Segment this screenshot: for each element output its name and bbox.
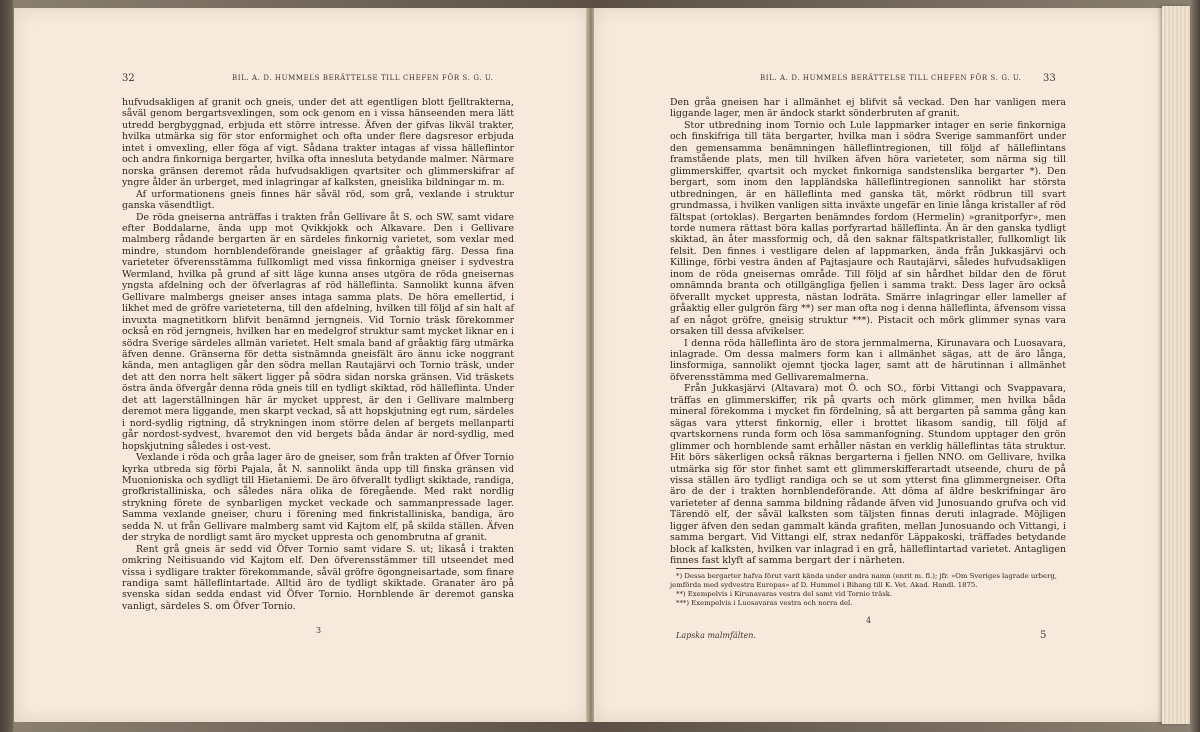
paragraph: Rent grå gneis är sedd vid Öfver Tornio samt vidare S. ut; likaså i trakten omkring Neitisuando vid Kajtom elf. Den öfverensstämmer till utseendet med vissa i sydligare trakter förekommande, såväl gröfre ögongneisartade, som finare randiga samt hälleflintartade. Alltid äro de tydligt skiktade. Granater äro på svenska sidan sedda endast vid Öfver Tornio. Hornblende är deremot ganska vanligt, särdeles S. om Öfver Tornio. (122, 543, 514, 612)
paragraph: Stor utbredning inom Tornio och Lule lappmarker intager en serie finkorniga och finskifriga till täta bergarter, hvilka man i södra Sverige sammanfört under den gemensamma benämningen hälleflintregionen, till följd af hälleflintans framstående plats, men till hvilken äfven höra varieteter, som närma sig till glimmerskiffer, qvartsit och mycket finkorniga sandstenslika bergarter *). Den bergart, som inom den lappländska hälleflintregionen sannolikt har största utbredningen, är en hälleflinta med ganska tät, mörkt rödbrun till svart grundmassa, i hvilken vanligen sitta inväxte ungefär en linie långa kristaller af röd fältspat (ortoklas). Bergarten benämndes fordom (Hermelin) »granitporfyr», men torde numera rättast böra kallas porfyrartad hälleflinta. Än är den ganska tydligt skiktad, än åter massformig och, då den saknar fältspatkristaller, fullkomligt lik felsit. Den finnes i vestligare delen af lappmarken, ända från Jukkasjärvi och Killinge, förbi vestra änden af Pajtasjaure och Rautajärvi, således hufvudsakligen inom de röda gneisernas område. Till följd af sin hårdhet bildar den de förut omnämnda branta och otillgängliga fjellen i samma trakt. Dess lager äro också öfverallt mycket uppresta, nästan lodräta. Smärre inlagringar eller lameller af gråaktig eller gulgrön färg **) ser man ofta nog i denna hälleflinta, äfvensom vissa af en något gröfre, gneisig struktur ***). Pistacit och mörk glimmer synas vara orsaken till dessa afvikelser. (670, 119, 1066, 338)
paragraph: Af urformationens gneis finnes här såväl röd, som grå, vexlande i struktur ganska väsendtligt. (122, 188, 514, 212)
footnote: *) Dessa bergarter hafva förut varit kända under andra namn (enrit m. fl.); jfr. »Om Sveriges lagrade urberg, jemförda med sydvestra Europas» af D. Hummel i Bihang till K. Vet. Akad. Handl. 1875. (670, 572, 1057, 589)
paragraph: De röda gneiserna anträffas i trakten från Gellivare åt S. och SW. samt vidare efter Boddalarne, ända upp mot Qvikkjokk och Alkavare. Den i Gellivare malmberg rådande bergarten är en särdeles finkornig varietet, som vexlar med mindre, stundom hornblendeförande gneislager af gråaktig färg. Dessa fina varieteter öfverensstämma fullkomligt med vissa finkorniga gneiser i sydvestra Wermland, hvilka på grund af sitt läge kunna anses utgöra de röda gneisernas yngsta afdelning och der öfverlagras af röd hälleflinta. Sannolikt kunna äfven Gellivare malmbergs gneiser anses intaga samma plats. De höra emellertid, i likhet med de gröfre varieteterna, till den afdelning, hvilken till följd af sin halt af invuxta magnetitkorn blifvit benämnd jerngneis. Vid Tornio träsk förekommer också en röd jerngneis, hvilken har en medelgrof struktur samt mycket liknar en i södra Sverige särdeles allmän varietet. Helt smala band af gråaktig färg utmärka äfven denne. Gränserna för detta sistnämnda gneisfält äro ännu icke noggrant kända, men antagligen går den södra mellan Rautajärvi och Tornio träsk, under det att den norra helt säkert ligger på södra sidan norska gränsen. Vid träskets östra ända öfvergår denna röda gneis till en tydligt skiktad, röd hälleflinta. Under det att lagerställningen här är mycket upprest, är den i Gellivare malmberg deremot mera liggande, men skarpt veckad, så att hopskjutning egt rum, särdeles i nord-sydlig rigtning, då strykningen inom större delen af bergets mellanparti går nordost-sydvest, hvaremot den vid bergets båda ändar är nord-sydlig, med hopskjutning således i ost-vest. (122, 211, 514, 452)
paragraph: I denna röda hälleflinta äro de stora jernmalmerna, Kirunavara och Luosavara, inlagrade. Om dessa malmers form kan i allmänhet sägas, att de äro långa, linsformiga, sannolikt ojemnt tjocka lager, samt att de härutinnan i allmänhet öfverensstämma med Gellivaremalmerna. (670, 337, 1066, 383)
footnote: ***) Exempelvis i Luosavaras vestra och norra del. (676, 599, 853, 607)
page-marker: 5 (1040, 630, 1047, 641)
left-signature-mark: 3 (316, 626, 322, 635)
paragraph: Den gråa gneisen har i allmänhet ej blifvit så veckad. Den har vanligen mera liggande lager, men är ändock starkt sönderbruten af granit. (670, 97, 1066, 120)
left-page-number: 32 (122, 73, 135, 84)
left-page-body (122, 97, 514, 612)
right-page-number: 33 (1043, 73, 1056, 84)
footnote-rule (676, 568, 728, 569)
page-edges (1162, 6, 1190, 724)
footnote: **) Exempelvis i Kirunavaras vestra del samt vid Tornio träsk. (676, 590, 893, 598)
right-running-head: BIL. A. D. HUMMELS BERÄTTELSE TILL CHEFEN FÖR S. G. U. (760, 74, 1022, 82)
paragraph: Vexlande i röda och gråa lager äro de gneiser, som från trakten af Öfver Tornio kyrka utbreda sig förbi Pajala, åt N. sannolikt ända upp till finska gränsen vid Muonioniska och sydligt till Hietaniemi. De äro öfverallt tydligt skiktade, randiga, grofkristalliniska, och således nära olika de föregående. Med rakt nordlig strykning förete de synbarligen mycket veckade och sammanpressade lager. Samma vexlande gneiser, churu i förening med finkristalliniska, bandiga, äro sedda N. ut från Gellivare malmberg samt vid Kajtom elf, på skilda ställen. Äfven der stryka de nordligt samt äro mycket uppresta och genombrutna af granit. (122, 452, 514, 544)
footnotes (670, 572, 1062, 608)
paragraph: hufvudsakligen af granit och gneis, under det att egentligen blott fjelltrakterna, såväl genom bergartsvexlingen, som ock genom en i vissa hänseenden mera lätt utredd bergbyggnad, erbjuda ett större intresse. Äfven der gifvas likväl trakter, hvilka utmärka sig för stor enformighet och ofta under flere dagsresor erbjuda intet i omvexling, eller föga af vigt. Sådana trakter intagas af vissa hälleflintor och andra finkorniga bergarter, hvilka ofta innesluta betydande malmer. Närmare norska gränsen deremot råda hufvudsakligen qvartsiter och glimmerskifrar af yngre ålder än urberget, med inlagringar af kalksten, gneislika bildningar m. m. (122, 97, 514, 189)
right-page-body (670, 97, 1066, 567)
paragraph: Från Jukkasjärvi (Altavara) mot Ö. och SO., förbi Vittangi och Svappavara, träffas en glimmerskiffer, rik på qvarts och mörk glimmer, men hvilka båda mineral förekomma i mycket fin fördelning, så att bergarten på samma gång kan sägas vara ytterst finkornig, eller i brottet likasom sandig, till följd af qvartskornens runda form och lösa sammanfogning. Stundom upptager den grön glimmer och hornblende samt erhåller nästan en verklig hälleflintas täta struktur. Hit börs säkerligen också räknas bergarterna i fjellen NNO. om Gellivare, hvilka utmärka sig för stor finhet samt ett glimmerskifferartadt utseende, churu de på vissa ställen äro tydligt randiga och se ut som ytterst fina glimmergneiser. Ofta äro de der i trakten hornblendeförande. Att döma af äldre beskrifningar äro varieteter af denna samma bildning rådande äfven vid Junosuando grufva och vid Tärendö elf, der såväl kalksten som täljsten finnas deruti inlagrade. Möjligen ligger äfven den sedan gammalt kända grafiten, mellan Junosuando och Vittangi, i samma bergart. Vid Vittangi elf, strax nedanför Läppakoski, träffades betydande block af kalksten, hvilken var inlagrad i en grå, hälleflintartad varietet. Antagligen finnes fast klyft af samma bergart der i närheten. (670, 383, 1066, 567)
footer-caption: Lapska malmfälten. (676, 631, 756, 640)
right-signature-mark: 4 (866, 616, 872, 625)
left-running-head: BIL. A. D. HUMMELS BERÄTTELSE TILL CHEFEN FÖR S. G. U. (232, 74, 494, 82)
